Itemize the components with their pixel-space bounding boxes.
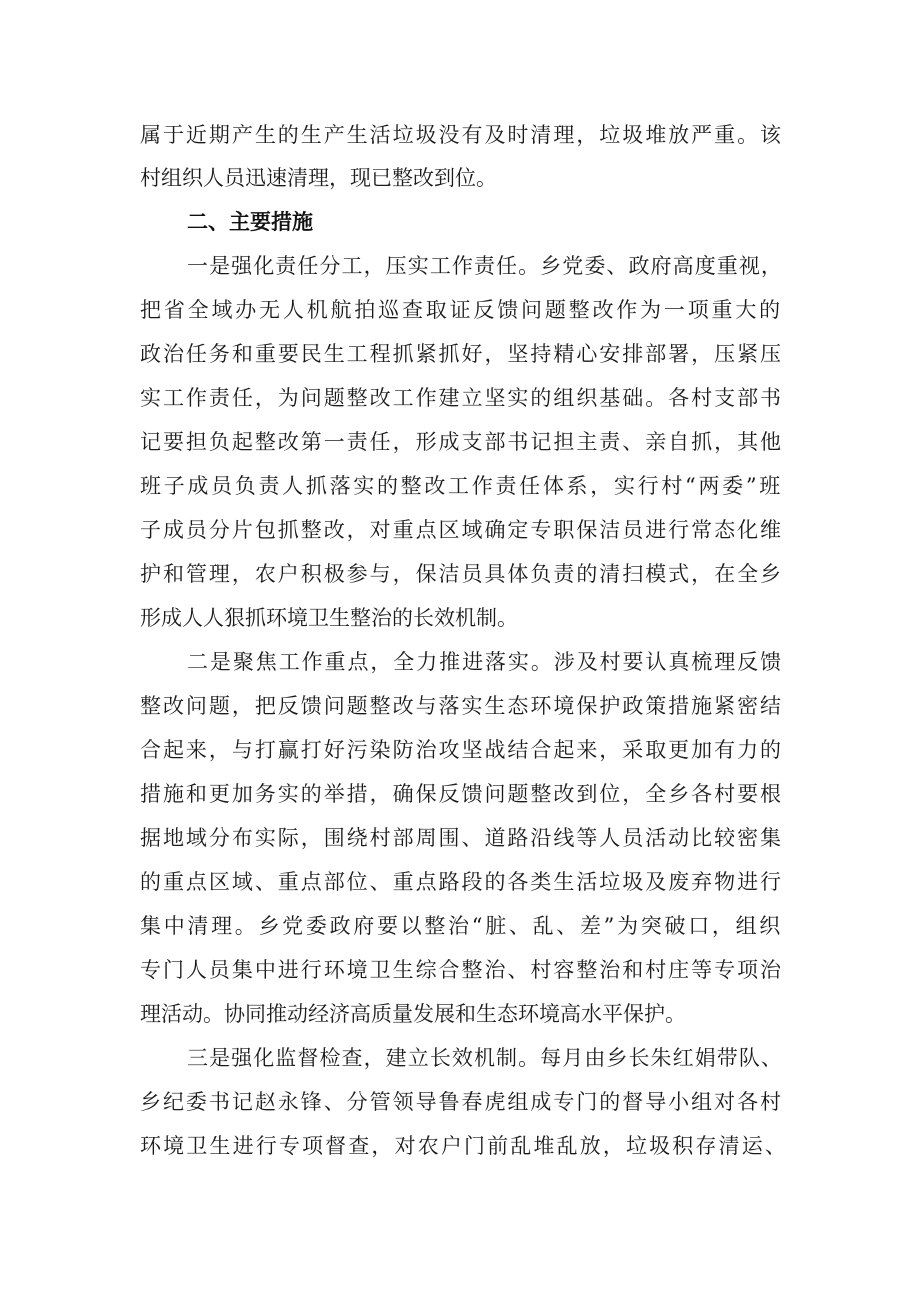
body-line: 村组织人员迅速清理，现已整改到位。 (140, 166, 497, 190)
body-line: 措施和更加务实的举措，确保反馈问题整改到位，全乡各村要根 (140, 782, 783, 806)
body-line: 据地域分布实际，围绕村部周围、道路沿线等人员活动比较密集 (140, 826, 783, 850)
body-line: 合起来，与打赢打好污染防治攻坚战结合起来，采取更加有力的 (140, 738, 783, 762)
body-line: 三是强化监督检查，建立长效机制。每月由乡长朱红娟带队、 (187, 1046, 783, 1070)
body-line: 专门人员集中进行环境卫生综合整治、村容整治和村庄等专项治 (140, 958, 783, 982)
body-line: 环境卫生进行专项督查，对农户门前乱堆乱放，垃圾积存清运、 (140, 1134, 788, 1158)
section-heading: 二、主要措施 (187, 210, 313, 234)
body-line: 子成员分片包抓整改，对重点区域确定专职保洁员进行常态化维 (140, 518, 783, 542)
body-line: 集中清理。乡党委政府要以整治“脏、乱、差”为突破口，组织 (140, 914, 783, 938)
body-line: 护和管理，农户积极参与，保洁员具体负责的清扫模式，在全乡 (140, 562, 783, 586)
body-line: 记要担负起整改第一责任，形成支部书记担主责、亲自抓，其他 (140, 430, 783, 454)
body-line: 的重点区域、重点部位、重点路段的各类生活垃圾及废弃物进行 (140, 870, 783, 894)
body-line: 形成人人狠抓环境卫生整治的长效机制。 (140, 606, 518, 630)
body-line: 实工作责任，为问题整改工作建立坚实的组织基础。各村支部书 (140, 386, 783, 410)
body-line: 乡纪委书记赵永锋、分管领导鲁春虎组成专门的督导小组对各村 (140, 1090, 783, 1114)
body-line: 政治任务和重要民生工程抓紧抓好，坚持精心安排部署，压紧压 (140, 342, 783, 366)
body-line: 属于近期产生的生产生活垃圾没有及时清理，垃圾堆放严重。该 (140, 123, 783, 147)
body-line: 一是强化责任分工，压实工作责任。乡党委、政府高度重视， (187, 254, 783, 278)
body-line: 把省全域办无人机航拍巡查取证反馈问题整改作为一项重大的 (140, 298, 783, 322)
body-line: 整改问题，把反馈问题整改与落实生态环境保护政策措施紧密结 (140, 694, 783, 718)
body-line: 班子成员负责人抓落实的整改工作责任体系，实行村“两委”班 (140, 474, 783, 498)
body-line: 理活动。协同推动经济高质量发展和生态环境高水平保护。 (140, 1002, 686, 1026)
body-line: 二是聚焦工作重点，全力推进落实。涉及村要认真梳理反馈 (187, 650, 783, 674)
